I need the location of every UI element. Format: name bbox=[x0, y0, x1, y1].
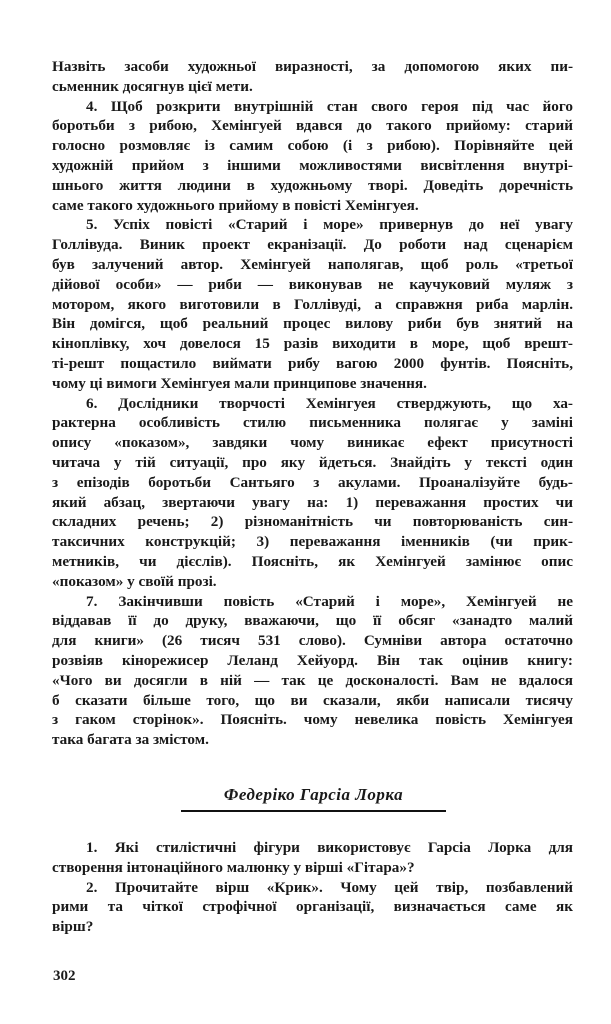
text-line: дійової особи» — риби — виконував не каучуковий муляж з bbox=[52, 275, 573, 293]
text-line: рими та чіткої строфічної організації, визначається саме як bbox=[52, 898, 573, 916]
text-line: голосно розмовляє із самим собою (і з рибою). Порівняйте цей bbox=[52, 137, 573, 155]
paragraph bbox=[52, 97, 573, 216]
heading-underline bbox=[181, 810, 446, 812]
text-line: читача у тій ситуації, про яку йдеться. Знайдіть у тексті один bbox=[52, 453, 573, 471]
text-line: опису «показом», завдяки чому виникає ефект присутності bbox=[52, 434, 573, 452]
section-heading: Федеріко Гарсіа Лорка bbox=[223, 785, 404, 804]
text-line: 5. Успіх повісті «Старий і море» привернув до неї увагу bbox=[86, 216, 573, 234]
text-line: який абзац, звертаючи увагу на: 1) переважання простих чи bbox=[52, 493, 573, 511]
text-line: художній прийом з іншими можливостями висвітлення внутрі- bbox=[52, 156, 573, 174]
text-line: віддавав її до друку, вважаючи, що її обсяг «занадто малий bbox=[52, 612, 573, 630]
text-line: був залучений автор. Хемінгуей наполягав, щоб роль «третьої bbox=[52, 255, 573, 273]
paragraph bbox=[52, 215, 573, 393]
paragraph bbox=[52, 57, 573, 97]
text-line: чому ці вимоги Хемінгуея мали принципове значення. bbox=[52, 374, 427, 392]
paragraph bbox=[52, 394, 573, 592]
text-line: «Чого ви досягли в ній — так це досконалості. Вам не вдалося bbox=[52, 671, 573, 689]
text-line: Голлівуда. Виник проект екранізації. До роботи над сценарієм bbox=[52, 236, 573, 254]
paragraph bbox=[52, 878, 573, 937]
text-line: 7. Закінчивши повість «Старий і море», Хемінгуей не bbox=[86, 592, 573, 610]
body-text bbox=[52, 57, 573, 750]
text-line: 1. Які стилістичні фігури використовує Гарсіа Лорка для bbox=[86, 839, 573, 856]
text-line: «показом» у своїй прозі. bbox=[52, 572, 217, 590]
text-line: метників, чи дієслів). Поясніть, як Хемінгуей замінює опис bbox=[52, 552, 573, 570]
page-number: 302 bbox=[53, 968, 76, 984]
text-line: Він домігся, щоб реальний процес вилову риби був знятий на bbox=[52, 315, 573, 333]
text-line: 2. Прочитайте вірш «Крик». Чому цей твір, позбавлений bbox=[86, 878, 573, 896]
text-line: Назвіть засоби художньої виразності, за допомогою яких пи- bbox=[52, 58, 573, 75]
paragraph bbox=[52, 838, 573, 878]
text-line: створення інтонаційного малюнку у вірші «Гітара»? bbox=[52, 858, 415, 876]
text-line: складних речень; 2) різноманітність чи повторюваність син- bbox=[52, 513, 573, 531]
paragraph bbox=[52, 592, 573, 750]
text-line: кіноплівку, хоч довелося 15 разів виходити в море, щоб врешт- bbox=[52, 335, 573, 353]
text-line: з епізодів боротьби Сантьяго з акулами. Проаналізуйте будь- bbox=[52, 473, 573, 491]
text-line: розвіяв кінорежисер Леланд Хейуорд. Він так оцінив книгу: bbox=[52, 651, 573, 669]
text-line: сьменник досягнув цієї мети. bbox=[52, 77, 253, 95]
text-line: ті-решт пощастило виймати рибу вагою 2000 фунтів. Поясніть, bbox=[52, 354, 573, 372]
text-line: 6. Дослідники творчості Хемінгуея стверджують, що ха- bbox=[86, 394, 573, 412]
text-line: для книги» (26 тисяч 531 слово). Сумніви автора остаточно bbox=[52, 632, 573, 650]
text-line: саме такого художнього прийому в повісті Хемінгуея. bbox=[52, 196, 419, 214]
text-line: шнього життя людини в художньому творі. Доведіть доречність bbox=[52, 176, 573, 194]
text-line: мотором, якого виготовили в Голлівуді, а справжня риба марлін. bbox=[52, 295, 573, 313]
text-line: таксичних конструкцій; 3) переважання іменників (чи прик- bbox=[52, 533, 573, 551]
text-line: з гаком сторінок». Поясніть. чому невелика повість Хемінгуея bbox=[52, 711, 573, 729]
text-line: вірш? bbox=[52, 918, 94, 936]
text-line: 4. Щоб розкрити внутрішній стан свого героя під час його bbox=[86, 97, 573, 115]
text-line: б сказати більше того, що ви сказали, якби написали тисячу bbox=[52, 691, 573, 709]
text-line: рактерна особливість стилю письменника полягає у заміні bbox=[52, 414, 573, 432]
text-line: така багата за змістом. bbox=[52, 731, 209, 749]
section-questions bbox=[52, 838, 573, 937]
text-line: боротьби з рибою, Хемінгуей вдався до такого прийому: старий bbox=[52, 117, 573, 135]
